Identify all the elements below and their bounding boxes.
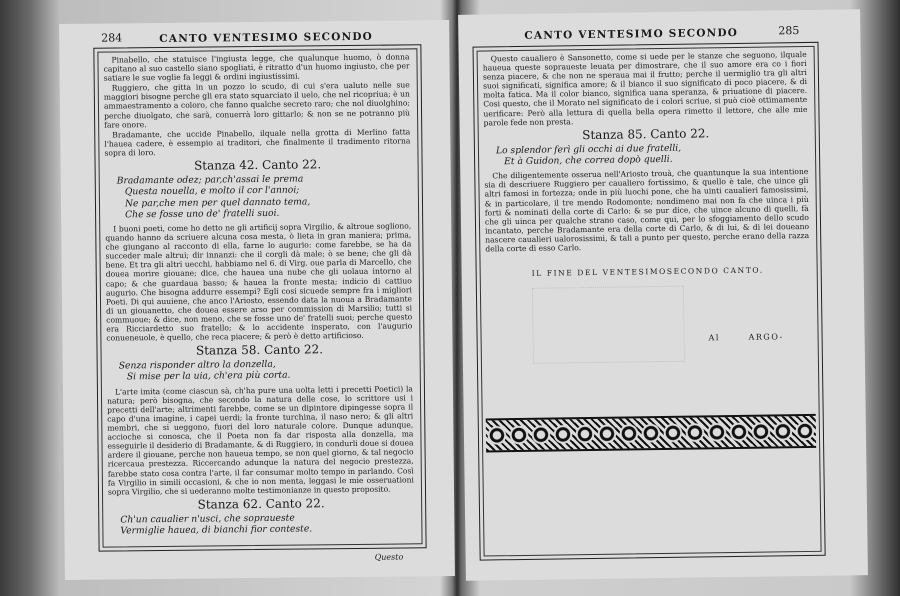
finis-line: IL FINE DEL VENTESIMOSECONDO CANTO. [531, 265, 764, 278]
verse-line: Si mise per la uia, ch'era più corta. [126, 370, 291, 383]
paragraph: L'arte imita (come ciascun sà, ch'ha pure una uolta letti i precetti Poetici) la natura; però bisogna, che secondo la natura delle cose, lo scrittore usi i precetti dell'arte; altrimenti farebbe, come se un dipintore dipingesse sopra il capo d'una imagine, i capei uerdi; la fronte turchina, il naso nero; & gli altri membri, che si ueggono, fuori del loro naturale colore. Dunque adunque, accioche si conosca, che il Poeta non fa dar risposta alla donzella, ma esseguirle il desiderio di Bradamante, & di Ruggiero, in condurli doue si douea ardere il giouane, perche non haueua tempo, se non quel giorno, & tal negocio ricercaua prestezza. Riccercando adunque la natura del negocio prestezza, farebbe stato cosa contra l'arte, il far consumar molto tempo in parlando. Così fa Virgilio in simili occasioni, & che io non menta, leggasi le mie osseruationi sopra Virgilio, che si uederanno molte testimonianze in questo proposito. [107, 384, 414, 497]
show-through-woodcut [532, 286, 685, 364]
verse-line: Ne par,che men per quel dannato tema, [124, 195, 311, 209]
catchword: ARGO- [748, 332, 784, 342]
page-number: 284 [101, 31, 123, 45]
page-number: 285 [778, 24, 800, 38]
verse-line: Che se fosse uno de' fratelli suoi. [125, 207, 280, 221]
paragraph: Pinabello, che statuisce l'ingiusta legge, che qualunque huomo, ò donna capitano al suo castello siano spogliati, è ritratto d'un huomo ingiusto, che per satiare le sue voglie fa leggi & ordini ingiustissimi. [103, 52, 410, 83]
verse-line: Vermiglie hauea, di bianchi fior conteste. [120, 523, 313, 537]
verse-line: Questa nouella, e molto il cor l'annoi; [124, 184, 300, 198]
stanza-heading: Stanza 62. Canto 22. [197, 496, 325, 512]
verse-quote [120, 511, 414, 536]
paragraph: Bradamante, che uccide Pinabello, ilquale nella grotta di Merlino fatta l'hauea cadere, è essempio ai traditori, che finalmente il tradimento ritorna sopra di loro. [104, 127, 411, 158]
catch-label: Al [708, 333, 721, 343]
running-header: CANTO VENTESIMO SECONDO [159, 30, 374, 46]
stanza-heading: Stanza 85. Canto 22. [582, 126, 710, 142]
stanza-heading: Stanza 58. Canto 22. [195, 342, 324, 358]
verse-line: Bradamante odez; par,ch'assai le prema [116, 173, 304, 187]
running-header: CANTO VENTESIMO SECONDO [524, 26, 739, 42]
verse-line: Et à Guidon, che correa dopò quelli. [504, 153, 673, 168]
verse-quote [119, 358, 413, 383]
verse-line: Ch'un caualier n'usci, che sopraueste [120, 512, 295, 526]
paragraph: I buoni poeti, come ho detto ne gli artificij sopra Virgilio, & altroue sogliono, quando hanno da scriuere alcuna cosa mesta, ò lieta in gran maniera; prima, che giungano al racconto di ella, farne lo augurio: come farebbe, se ha da succeder male altrui; dir innanzi: che il corgli dà male; ò se bene; che gli dà bene. Et tra gli altri uecchi, habbiamo nel 6. di Virg. oue parla di Marcello, che douea morire giouane; dice, che hauea una nube che gli uolaua intorno al capo; & che guardaua basso; & hauea la fronte mesta; indicio di cattiuo augurio. Che bisogna addurre essempi? Egli cosi sicuede sempre fra i migliori Poeti. Di qui auuiene, che anco l'Ariosto, essendo data la nuoua a Bradamante di un giouanetto, che douea essere arso per commission di Marsilio; tutti si commuoue; & dice, non meno, che se fosse uno de' fratelli suoi; perche questo era Ricciardetto suo fratello; & lo accidente insperato, con l'augurio conueneuole, è quello, che reca piacere; & però è detto artificioso. [105, 221, 413, 343]
verse-line: Lo splendor ferì gli occhi ai due fratelli, [495, 142, 682, 157]
ornamental-border [486, 414, 816, 453]
paragraph: Ruggiero, che gitta in un pozzo lo scudo, di cui s'era ualuto nelle sue maggiori bisogne perche gli era stato squarciato il uelo, che nel ricopriua; è un ammaestramento a coloro, che fanno qualche secreto raro; che nol diuolghino; perche diuolgato, che sarà, conuerrà loro gittarlo; & non se ne potranno più fare onore. [103, 80, 411, 130]
paragraph: Che diligentemente osserua nell'Ariosto trouà, che quantunque la sua intentione sia di descriuere Ruggiero per caualiero fortissimo, & quello è tale, che uince gli altri famosi in fortezza; onde in più luochi pone, che ha uinti caualieri famosissimi, & in particolare, il tre mendo Rodomonte; nondimeno mai non fa che uinca i più forti & nominati della corte di Carlo: & se pur dice, che uince alcuno di quelli, fà che gli uinca per qualche strano caso, come qui, per lo sfoggiamento dello scudo incantato, perche Bradamante era della corte di Carlo, & di lui, & di lei doueano nascere caualieri ualorosissimi, & tali a punto per questo, perche erano della razza della corte di esso Carlo. [484, 167, 810, 254]
verse-line: Senza risponder altro la donzella, [118, 359, 276, 372]
paragraph: Questo caualiero è Sansonetto, come si uede per le stanze che seguono, ilquale haueua queste sopraueste leuata per dimostrare, che il suo amore era co i fiori senza piacere, & che non ne speraua mai il frutto; perche il uermiglio tra gli altri suoi significati, significa amore; & il bianco il suo significato di poco piacere, & di molta fatica. Ma il color bianco, significa uana speranza, & priuatione di piacere. Cosi questo, che il Morato nel significato de i colori scriue, si può cioè ottimamente uerificare: Però alla lettura di quella bella opera rimetto il lettore, che alle mie parole fede non presta. [482, 49, 808, 128]
right-page [458, 9, 868, 581]
left-body [103, 52, 414, 543]
left-page [59, 20, 455, 580]
catchword: Questo [374, 552, 404, 562]
verse-quote [496, 141, 808, 168]
right-body [483, 50, 810, 304]
stanza-heading: Stanza 42. Canto 22. [193, 157, 322, 173]
verse-quote [117, 173, 411, 221]
